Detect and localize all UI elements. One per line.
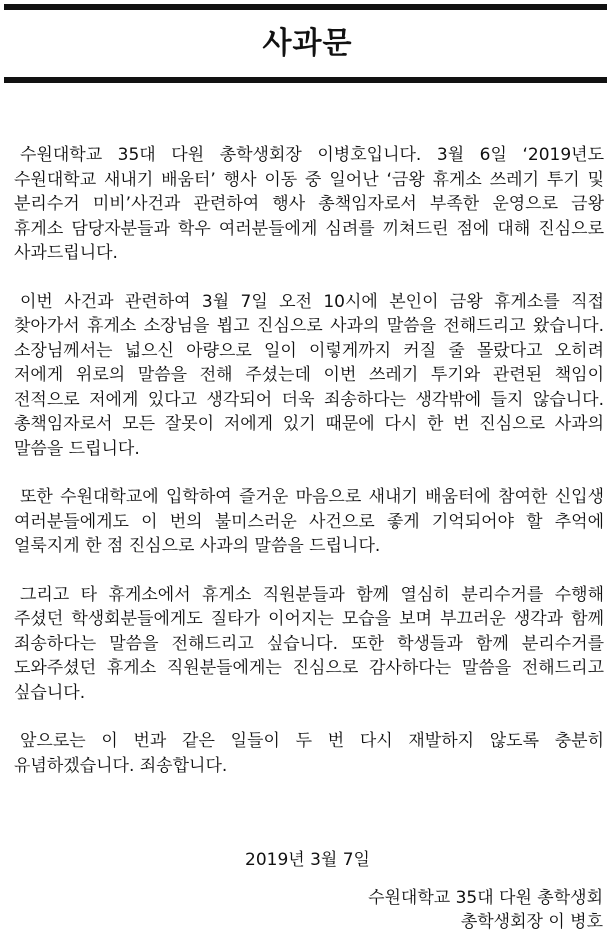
paragraph-5: 앞으로는 이 번과 같은 일들이 두 번 다시 재발하지 않도록 충분히 유념하겠습니다. 죄송합니다.: [14, 731, 604, 776]
title-bottom-rule: [4, 77, 607, 83]
signature-name: 총학생회장 이 병호: [460, 912, 603, 932]
document-date: 2019년 3월 7일: [245, 850, 370, 870]
signature-block: [368, 886, 603, 934]
signature-organization: 수원대학교 35대 다원 총학생회: [368, 888, 603, 908]
paragraph-2: 이번 사건과 관련하여 3월 7일 오전 10시에 본인이 금왕 휴게소를 직접 찾아가서 휴게소 소장님을 뵙고 진심으로 사과의 말씀을 전해드리고 왔습니다. 소장님께서는 넓으신 아량으로 일이 이렇게까지 커질 줄 몰랐다고 오히려 저에게 위로의 말씀을 전해 주셨는데 이번 쓰레기 투기와 관련된 책임이 전적으로 저에게 있다고 생각되어 더욱 죄송하다는 생각밖에 들지 않습니다. 총책임자로서 모든 잘못이 저에게 있기 때문에 다시 한 번 진심으로 사과의 말씀을 드립니다.: [14, 291, 604, 459]
document-body: [14, 143, 604, 778]
paragraph-gap: [14, 705, 604, 729]
paragraph-gap: [14, 461, 604, 485]
paragraph-gap: [14, 266, 604, 290]
title-top-rule: [4, 4, 607, 10]
paragraph-1: 수원대학교 35대 다원 총학생회장 이병호입니다. 3월 6일 ‘2019년도 수원대학교 새내기 배움터’ 행사 이동 중 일어난 ‘금왕 휴게소 쓰레기 투기 및 분리수거 미비’사건과 관련하여 행사 총책임자로서 부족한 운영으로 금왕 휴게소 담당자분들과 학우 여러분들에게 심려를 끼쳐드린 점에 대해 진심으로 사과드립니다.: [14, 145, 604, 263]
document-title: 사과문: [262, 26, 353, 61]
paragraph-gap: [14, 559, 604, 583]
paragraph-4: 그리고 타 휴게소에서 휴게소 직원분들과 함께 열심히 분리수거를 수행해 주셨던 학생회분들에게도 질타가 이어지는 모습을 보며 부끄러운 생각과 함께 죄송하다는 말씀을 전해드리고 싶습니다. 또한 학생들과 함께 분리수거를 도와주셨던 휴게소 직원분들에게는 진심으로 감사하다는 말씀을 전해드리고 싶습니다.: [14, 584, 604, 703]
paragraph-3: 또한 수원대학교에 입학하여 즐거운 마음으로 새내기 배움터에 참여한 신입생 여러분들에게도 이 번의 불미스러운 사건으로 좋게 기억되어야 할 추억에 얼룩지게 한 점 진심으로 사과의 말씀을 드립니다.: [14, 487, 604, 556]
